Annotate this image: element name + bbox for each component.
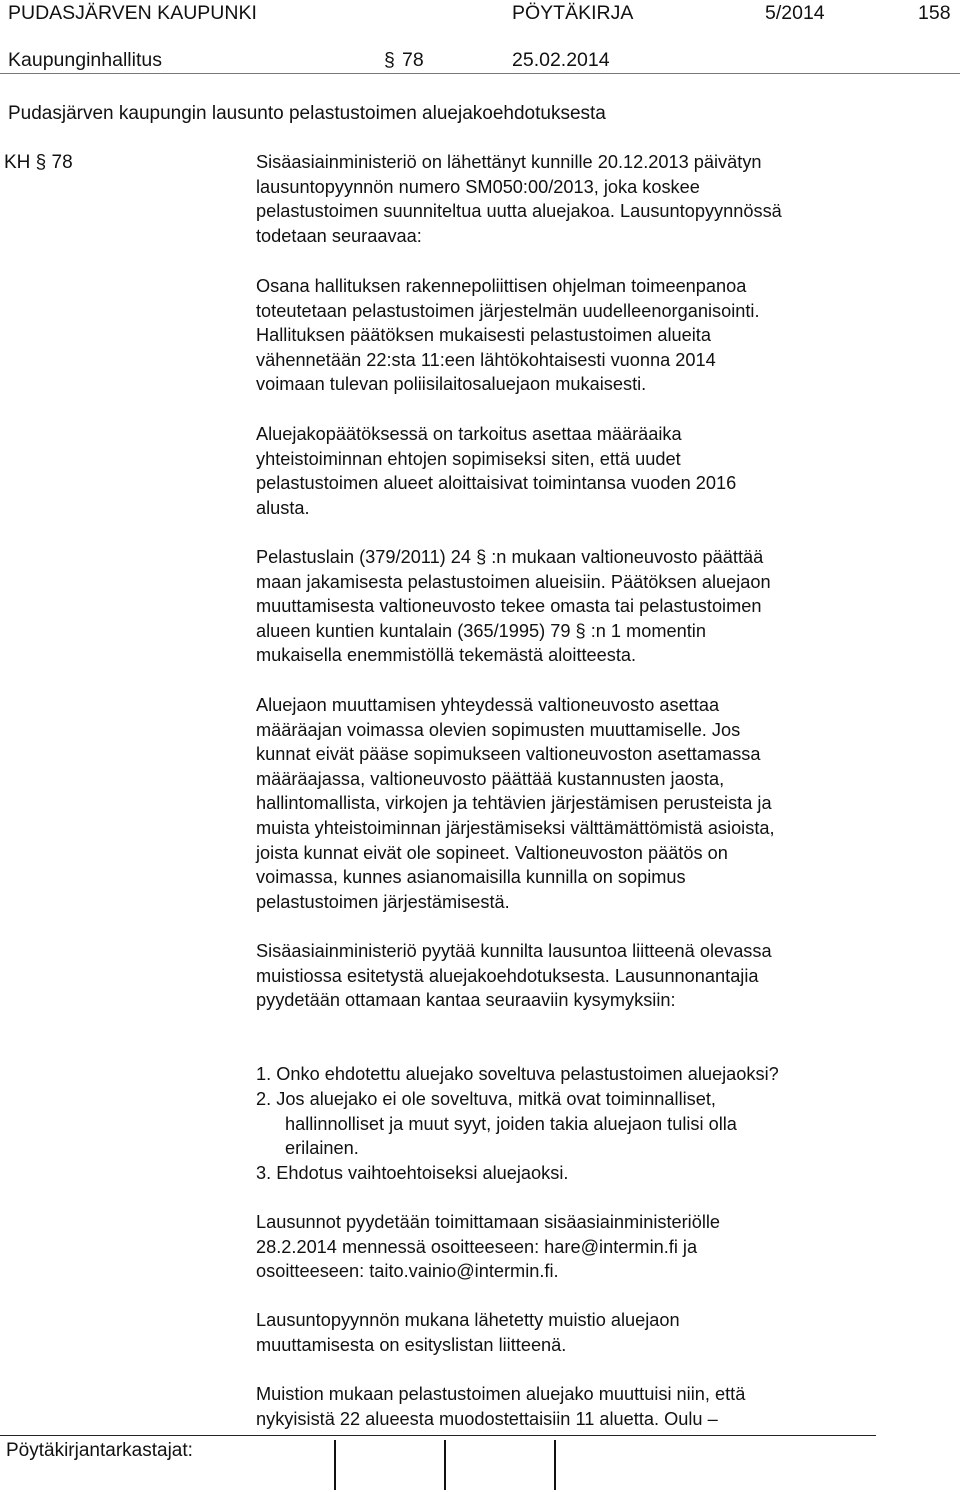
- text-line: Lausunnot pyydetään toimittamaan sisäasiainministeriölle: [256, 1212, 721, 1232]
- text-line: määräajan voimassa olevien sopimusten muuttamiselle. Jos: [256, 719, 741, 740]
- text-line: Osana hallituksen rakennepoliittisen ohjelman toimeenpanoa: [256, 276, 747, 296]
- body-name: Kaupunginhallitus: [8, 49, 162, 71]
- footer-label: Pöytäkirjantarkastajat:: [6, 1440, 193, 1461]
- text-line: todetaan seuraavaa:: [256, 225, 422, 246]
- text-line: muuttamisesta on esityslistan liitteenä.: [256, 1334, 567, 1355]
- text-line: hallintomallista, virkojen ja tehtävien järjestämisen perusteista ja: [256, 793, 772, 814]
- text-line: 1. Onko ehdotettu aluejako soveltuva pelastustoimen aluejaoksi?: [256, 1064, 779, 1084]
- closing-paragraph-1: [256, 1210, 896, 1284]
- text-line: Sisäasiainministeriö pyytää kunnilta lausuntoa liitteenä olevassa: [256, 941, 772, 961]
- signature-box-divider: [334, 1440, 336, 1490]
- text-line: 2. Jos aluejako ei ole soveltuva, mitkä ovat toiminnalliset,: [256, 1089, 716, 1109]
- text-line: hallinnolliset ja muut syyt, joiden takia aluejaon tulisi olla: [285, 1113, 737, 1134]
- meeting-date: 25.02.2014: [512, 49, 610, 71]
- closing-paragraph-3: [256, 1382, 896, 1431]
- text-line: pelastustoimen alueet aloittaisivat toimintansa vuoden 2016: [256, 473, 737, 494]
- text-line: alueen kuntien kuntalain (365/1995) 79 § :n 1 momentin: [256, 620, 706, 641]
- text-line: toteutetaan pelastustoimen järjestelmän uudelleenorganisointi.: [256, 300, 760, 321]
- doc-type: PÖYTÄKIRJA: [512, 2, 634, 24]
- text-line: Lausuntopyynnön mukana lähetetty muistio aluejaon: [256, 1310, 680, 1330]
- text-line: voimassa, kunnes asianomaisilla kunnilla on sopimus: [256, 867, 686, 888]
- text-line: joista kunnat eivät ole sopineet. Valtioneuvoston päätös on: [256, 842, 728, 863]
- text-line: muistiossa esitetystä aluejakoehdotuksesta. Lausunnonantajia: [256, 965, 759, 986]
- question-1: [256, 1062, 779, 1087]
- text-line: voimaan tulevan poliisilaitosaluejaon mukaisesti.: [256, 374, 647, 395]
- text-line: 3. Ehdotus vaihtoehtoiseksi aluejaoksi.: [256, 1163, 569, 1183]
- text-line: pelastustoimen järjestämisestä.: [256, 891, 510, 912]
- question-2: [256, 1087, 737, 1161]
- question-3: [256, 1161, 568, 1186]
- text-line: määräajassa, valtioneuvosto päättää kustannusten jaosta,: [256, 768, 725, 789]
- header-divider: [0, 73, 960, 74]
- text-line: mukaisella enemmistöllä tekemästä aloitteesta.: [256, 645, 637, 666]
- section-ref: KH § 78: [4, 152, 73, 173]
- text-line: osoitteeseen: taito.vainio@intermin.fi.: [256, 1261, 559, 1282]
- org-name: PUDASJÄRVEN KAUPUNKI: [8, 2, 257, 24]
- document-title: Pudasjärven kaupungin lausunto pelastustoimen aluejakoehdotuksesta: [8, 103, 606, 124]
- text-line: nykyisistä 22 alueesta muodostettaisiin 11 aluetta. Oulu –: [256, 1408, 718, 1429]
- section-mark: §: [384, 49, 395, 71]
- text-line: Sisäasiainministeriö on lähettänyt kunnille 20.12.2013 päivätyn: [256, 152, 762, 172]
- text-line: yhteistoiminnan ehtojen sopimiseksi siten, että uudet: [256, 448, 681, 469]
- text-line: Aluejaon muuttamisen yhteydessä valtioneuvosto asettaa: [256, 695, 720, 715]
- text-line: erilainen.: [285, 1138, 359, 1159]
- doc-number: 5/2014: [765, 2, 825, 24]
- text-line: 28.2.2014 mennessä osoitteeseen: hare@intermin.fi ja: [256, 1236, 698, 1257]
- text-line: Aluejakopäätöksessä on tarkoitus asettaa määräaika: [256, 424, 682, 444]
- paragraph-4: [256, 545, 896, 668]
- text-line: Hallituksen päätöksen mukaisesti pelastustoimen alueita: [256, 325, 711, 346]
- page-number: 158: [918, 2, 951, 24]
- text-line: pelastustoimen suunniteltua uutta aluejakoa. Lausuntopyynnössä: [256, 201, 782, 222]
- signature-box-divider: [444, 1440, 446, 1490]
- text-line: pyydetään ottamaan kantaa seuraaviin kysymyksiin:: [256, 990, 676, 1011]
- paragraph-6: [256, 939, 896, 1013]
- text-line: lausuntopyynnön numero SM050:00/2013, joka koskee: [256, 176, 700, 197]
- signature-box-divider: [554, 1440, 556, 1490]
- paragraph-1: [256, 150, 896, 248]
- section-number: 78: [402, 49, 424, 71]
- closing-paragraph-2: [256, 1308, 896, 1357]
- text-line: alusta.: [256, 497, 310, 518]
- text-line: muuttamisesta valtioneuvosto tekee omasta tai pelastustoimen: [256, 596, 762, 617]
- paragraph-2: [256, 274, 896, 397]
- paragraph-3: [256, 422, 896, 520]
- text-line: vähennetään 22:sta 11:een lähtökohtaisesti vuonna 2014: [256, 349, 716, 370]
- text-line: Muistion mukaan pelastustoimen aluejako muuttuisi niin, että: [256, 1384, 746, 1404]
- text-line: kunnat eivät pääse sopimukseen valtioneuvoston asettamassa: [256, 744, 761, 765]
- paragraph-5: [256, 693, 896, 914]
- text-line: muista yhteistoiminnan järjestämiseksi välttämättömistä asioista,: [256, 817, 775, 838]
- text-line: Pelastuslain (379/2011) 24 § :n mukaan valtioneuvosto päättää: [256, 547, 764, 567]
- footer-divider: [0, 1435, 876, 1436]
- text-line: maan jakamisesta pelastustoimen alueisiin. Päätöksen aluejaon: [256, 571, 771, 592]
